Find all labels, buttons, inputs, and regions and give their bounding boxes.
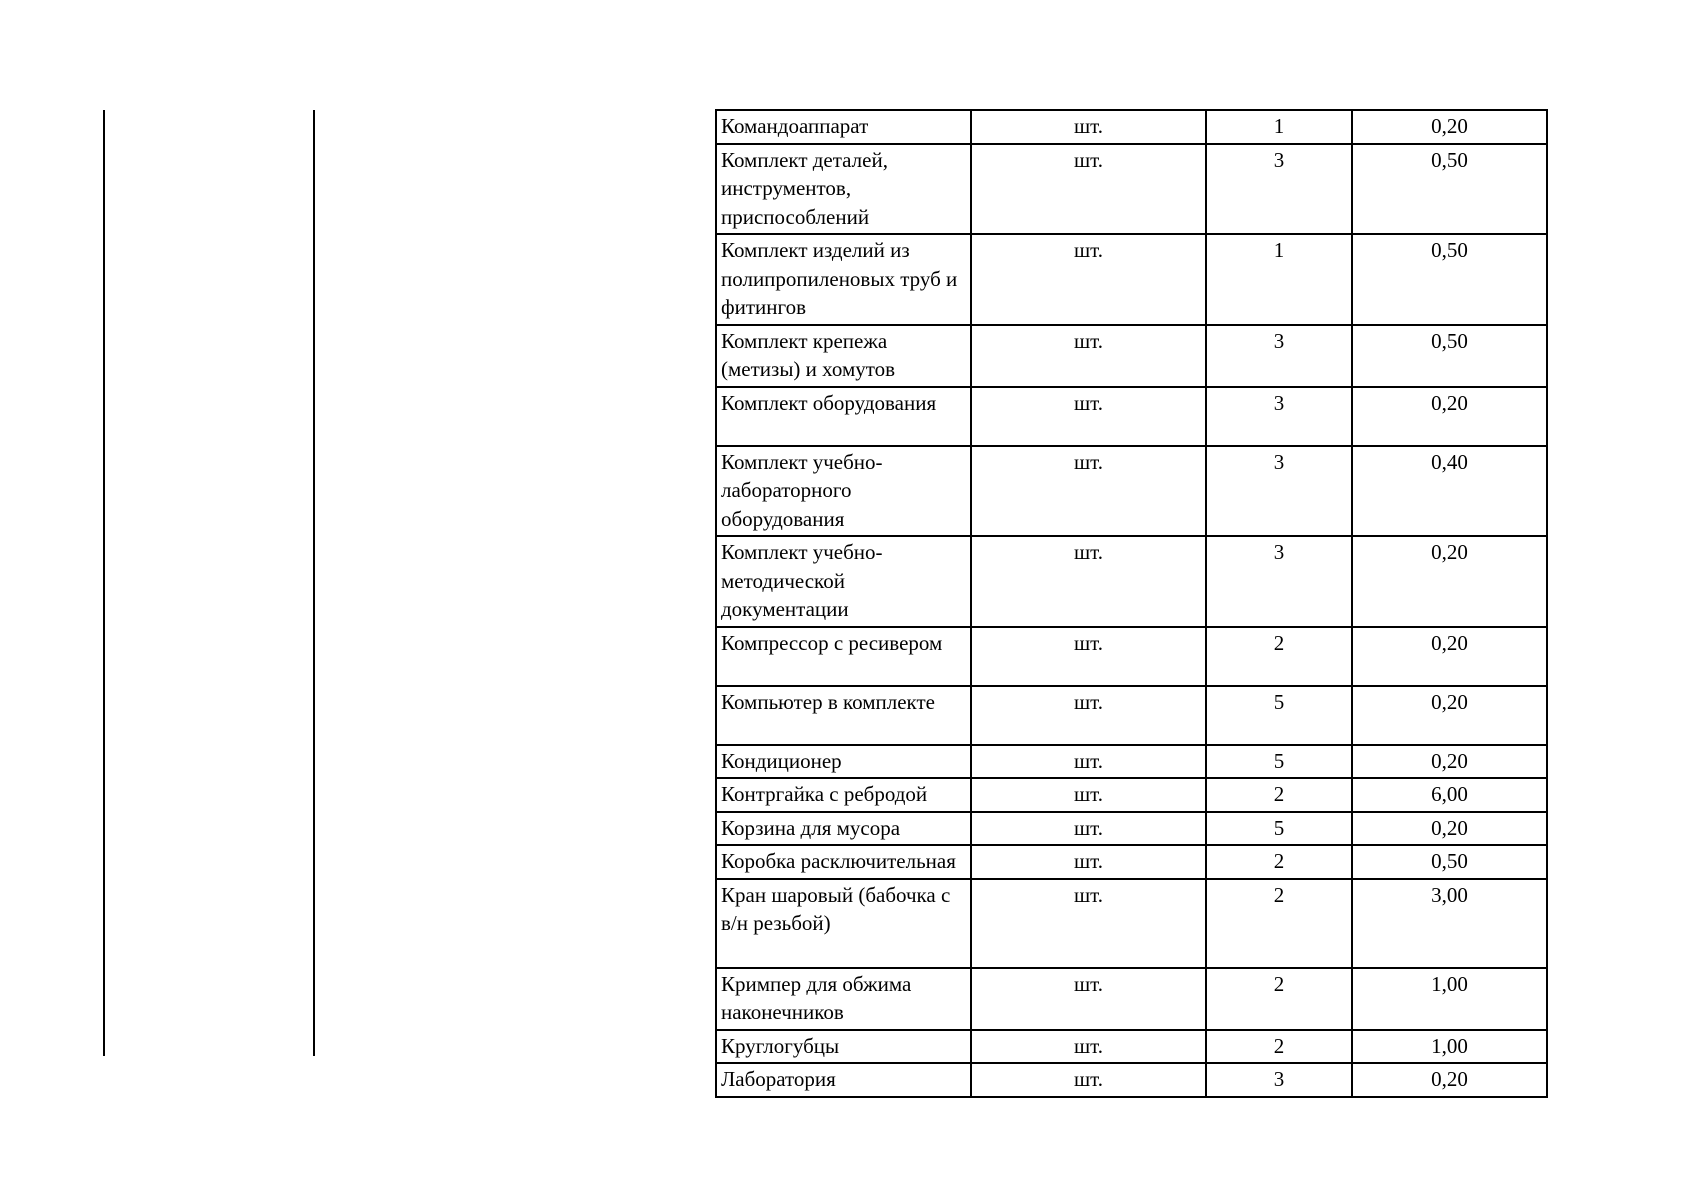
item-name-cell: Комплект учебно-лабораторного оборудования <box>716 446 971 537</box>
norm-cell: 0,50 <box>1352 845 1547 879</box>
unit-cell: шт. <box>971 812 1206 846</box>
second-column-border <box>313 110 315 1056</box>
norm-cell: 0,50 <box>1352 325 1547 387</box>
table-row <box>716 1030 1547 1064</box>
table-row <box>716 387 1547 446</box>
unit-cell: шт. <box>971 110 1206 144</box>
item-name-cell: Кондиционер <box>716 745 971 779</box>
quantity-cell: 3 <box>1206 536 1352 627</box>
quantity-cell: 3 <box>1206 387 1352 446</box>
equipment-table-body <box>716 110 1547 1097</box>
norm-cell: 1,00 <box>1352 968 1547 1030</box>
quantity-cell: 3 <box>1206 144 1352 235</box>
quantity-cell: 2 <box>1206 968 1352 1030</box>
quantity-cell: 5 <box>1206 745 1352 779</box>
unit-cell: шт. <box>971 627 1206 686</box>
unit-cell: шт. <box>971 446 1206 537</box>
item-name-cell: Комплект крепежа (метизы) и хомутов <box>716 325 971 387</box>
table-row <box>716 812 1547 846</box>
table-row <box>716 234 1547 325</box>
unit-cell: шт. <box>971 686 1206 745</box>
unit-cell: шт. <box>971 1063 1206 1097</box>
unit-cell: шт. <box>971 845 1206 879</box>
quantity-cell: 2 <box>1206 879 1352 968</box>
item-name-cell: Комплект учебно-методической документации <box>716 536 971 627</box>
unit-cell: шт. <box>971 325 1206 387</box>
table-row <box>716 536 1547 627</box>
norm-cell: 0,20 <box>1352 627 1547 686</box>
item-name-cell: Комплект изделий из полипропиленовых труб и фитингов <box>716 234 971 325</box>
table-row <box>716 686 1547 745</box>
unit-cell: шт. <box>971 778 1206 812</box>
unit-cell: шт. <box>971 968 1206 1030</box>
quantity-cell: 2 <box>1206 845 1352 879</box>
table-row <box>716 110 1547 144</box>
item-name-cell: Контргайка с ребродой <box>716 778 971 812</box>
norm-cell: 0,20 <box>1352 745 1547 779</box>
table-row <box>716 627 1547 686</box>
unit-cell: шт. <box>971 144 1206 235</box>
norm-cell: 1,00 <box>1352 1030 1547 1064</box>
norm-cell: 0,50 <box>1352 144 1547 235</box>
table-row <box>716 778 1547 812</box>
quantity-cell: 2 <box>1206 1030 1352 1064</box>
quantity-cell: 2 <box>1206 778 1352 812</box>
item-name-cell: Коробка расключительная <box>716 845 971 879</box>
table-row <box>716 144 1547 235</box>
table-row <box>716 845 1547 879</box>
quantity-cell: 3 <box>1206 446 1352 537</box>
table-row <box>716 879 1547 968</box>
item-name-cell: Лаборатория <box>716 1063 971 1097</box>
norm-cell: 0,40 <box>1352 446 1547 537</box>
unit-cell: шт. <box>971 536 1206 627</box>
norm-cell: 0,20 <box>1352 110 1547 144</box>
quantity-cell: 3 <box>1206 1063 1352 1097</box>
norm-cell: 0,20 <box>1352 536 1547 627</box>
item-name-cell: Кримпер для обжима наконечников <box>716 968 971 1030</box>
quantity-cell: 1 <box>1206 110 1352 144</box>
quantity-cell: 5 <box>1206 812 1352 846</box>
item-name-cell: Круглогубцы <box>716 1030 971 1064</box>
table-row <box>716 325 1547 387</box>
unit-cell: шт. <box>971 1030 1206 1064</box>
norm-cell: 0,20 <box>1352 1063 1547 1097</box>
unit-cell: шт. <box>971 745 1206 779</box>
item-name-cell: Комплект оборудования <box>716 387 971 446</box>
item-name-cell: Компьютер в комплекте <box>716 686 971 745</box>
table-row <box>716 446 1547 537</box>
norm-cell: 0,20 <box>1352 686 1547 745</box>
norm-cell: 3,00 <box>1352 879 1547 968</box>
table-row <box>716 968 1547 1030</box>
unit-cell: шт. <box>971 879 1206 968</box>
item-name-cell: Командоаппарат <box>716 110 971 144</box>
quantity-cell: 3 <box>1206 325 1352 387</box>
quantity-cell: 1 <box>1206 234 1352 325</box>
norm-cell: 0,20 <box>1352 812 1547 846</box>
norm-cell: 0,20 <box>1352 387 1547 446</box>
equipment-table <box>715 109 1548 1098</box>
item-name-cell: Комплект деталей, инструментов, приспособлений <box>716 144 971 235</box>
unit-cell: шт. <box>971 387 1206 446</box>
table-row <box>716 1063 1547 1097</box>
item-name-cell: Корзина для мусора <box>716 812 971 846</box>
table-row <box>716 745 1547 779</box>
quantity-cell: 5 <box>1206 686 1352 745</box>
norm-cell: 0,50 <box>1352 234 1547 325</box>
item-name-cell: Кран шаровый (бабочка с в/н резьбой) <box>716 879 971 968</box>
norm-cell: 6,00 <box>1352 778 1547 812</box>
unit-cell: шт. <box>971 234 1206 325</box>
quantity-cell: 2 <box>1206 627 1352 686</box>
left-column-border <box>103 110 105 1056</box>
item-name-cell: Компрессор с ресивером <box>716 627 971 686</box>
